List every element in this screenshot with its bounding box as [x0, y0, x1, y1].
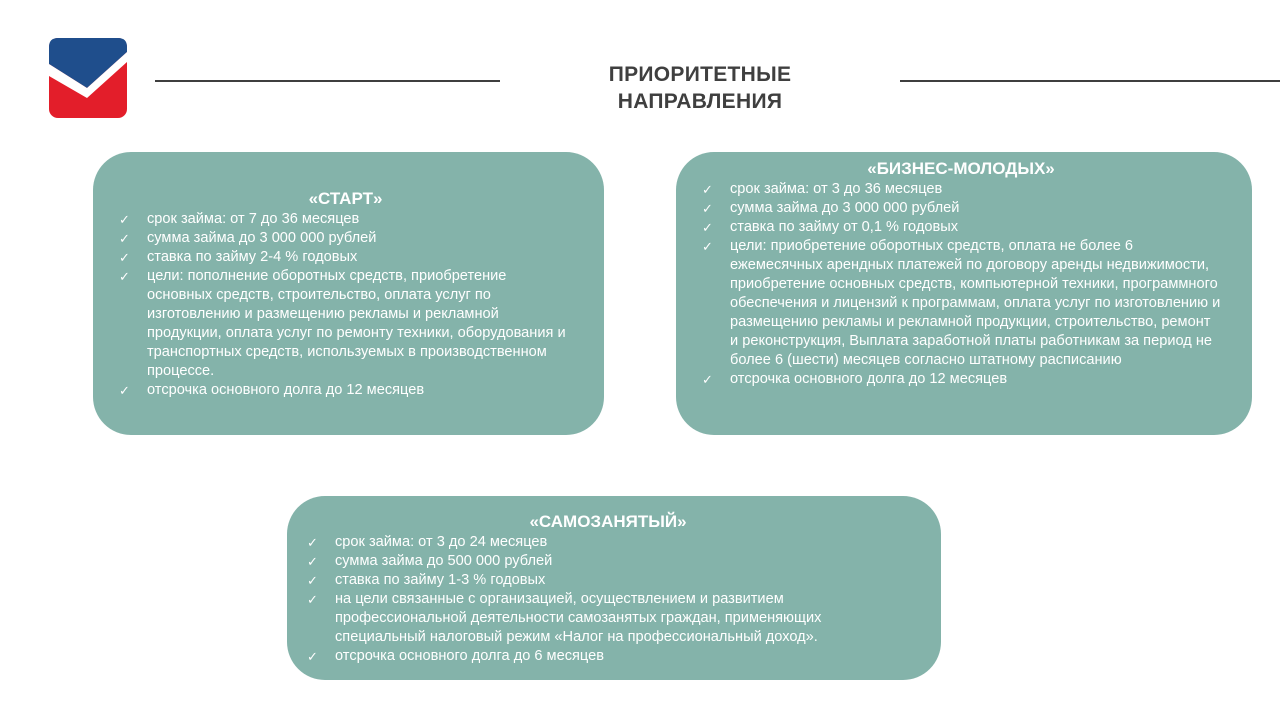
checkmark-icon: ✓	[307, 592, 318, 607]
list-item	[700, 370, 1222, 389]
list-item-text: ставка по займу 2-4 % годовых	[147, 249, 358, 265]
list-item	[305, 571, 911, 590]
list-item	[117, 210, 574, 229]
list-item-text: ставка по займу 1-3 % годовых	[335, 572, 546, 588]
list-item	[117, 248, 574, 267]
list-item-text: отсрочка основного долга до 12 месяцев	[730, 371, 1008, 387]
checkmark-icon: ✓	[702, 220, 713, 235]
list-item-text: цели: пополнение оборотных средств, приобретение основных средств, строительство, оплата услуг по изготовлению и размещению рекламы и рекламной продукции, оплата услуг по ремонту техники, оборудования и транспортных средств, используемых в производственном процессе.	[147, 268, 566, 379]
page-title-line-2: НАПРАВЛЕНИЯ	[617, 90, 783, 113]
page-title	[540, 61, 860, 115]
list-item-text: сумма займа до 3 000 000 рублей	[730, 200, 960, 216]
checkmark-icon: ✓	[702, 239, 713, 254]
card-self-employed	[287, 496, 941, 680]
list-item-text: срок займа: от 3 до 36 месяцев	[730, 181, 943, 197]
page-title-line-1: ПРИОРИТЕТНЫЕ	[608, 63, 792, 86]
checkmark-icon: ✓	[307, 535, 318, 550]
header-rule-left	[155, 80, 500, 82]
checkmark-icon: ✓	[119, 250, 130, 265]
header-rule-right	[900, 80, 1280, 82]
card-start-list	[117, 210, 574, 400]
checkmark-icon: ✓	[119, 269, 130, 284]
card-business-young	[676, 152, 1252, 435]
card-start	[93, 152, 604, 435]
list-item-text: отсрочка основного долга до 12 месяцев	[147, 382, 425, 398]
checkmark-icon: ✓	[307, 573, 318, 588]
list-item	[700, 199, 1222, 218]
list-item	[117, 229, 574, 248]
list-item-text: цели: приобретение оборотных средств, оплата не более 6 ежемесячных арендных платежей по договору аренды недвижимости, приобретение основных средств, компьютерной техники, программного обеспечения и лицензий к программам, оплата услуг по изготовлению и размещению рекламы и рекламной продукции, строительство, ремонт и реконструкция, Выплата заработной платы работникам за период не более 6 (шести) месяцев согласно штатному расписанию	[730, 238, 1221, 368]
checkmark-icon: ✓	[119, 212, 130, 227]
checkmark-icon: ✓	[702, 182, 713, 197]
list-item-text: срок займа: от 7 до 36 месяцев	[147, 211, 360, 227]
list-item-text: сумма займа до 3 000 000 рублей	[147, 230, 377, 246]
checkmark-icon: ✓	[119, 231, 130, 246]
card-start-title: «СТАРТ»	[308, 189, 383, 208]
list-item	[305, 647, 911, 666]
logo-icon	[49, 38, 127, 118]
list-item	[700, 180, 1222, 199]
list-item	[117, 381, 574, 400]
list-item	[700, 218, 1222, 237]
list-item-text: ставка по займу от 0,1 % годовых	[730, 219, 959, 235]
checkmark-icon: ✓	[307, 649, 318, 664]
card-business-young-title: «БИЗНЕС-МОЛОДЫХ»	[867, 159, 1055, 178]
list-item	[305, 552, 911, 571]
checkmark-icon: ✓	[702, 201, 713, 216]
list-item-text: на цели связанные с организацией, осуществлением и развитием профессиональной деятельности самозанятых граждан, применяющих специальный налоговый режим «Налог на профессиональный доход».	[335, 591, 822, 645]
card-self-employed-title: «САМОЗАНЯТЫЙ»	[529, 512, 687, 531]
list-item	[117, 267, 574, 381]
list-item	[305, 533, 911, 552]
checkmark-icon: ✓	[702, 372, 713, 387]
card-business-young-list	[700, 180, 1222, 389]
list-item	[700, 237, 1222, 370]
card-self-employed-list	[305, 533, 911, 666]
list-item	[305, 590, 911, 647]
checkmark-icon: ✓	[119, 383, 130, 398]
list-item-text: сумма займа до 500 000 рублей	[335, 553, 553, 569]
list-item-text: отсрочка основного долга до 6 месяцев	[335, 648, 604, 664]
list-item-text: срок займа: от 3 до 24 месяцев	[335, 534, 548, 550]
checkmark-icon: ✓	[307, 554, 318, 569]
